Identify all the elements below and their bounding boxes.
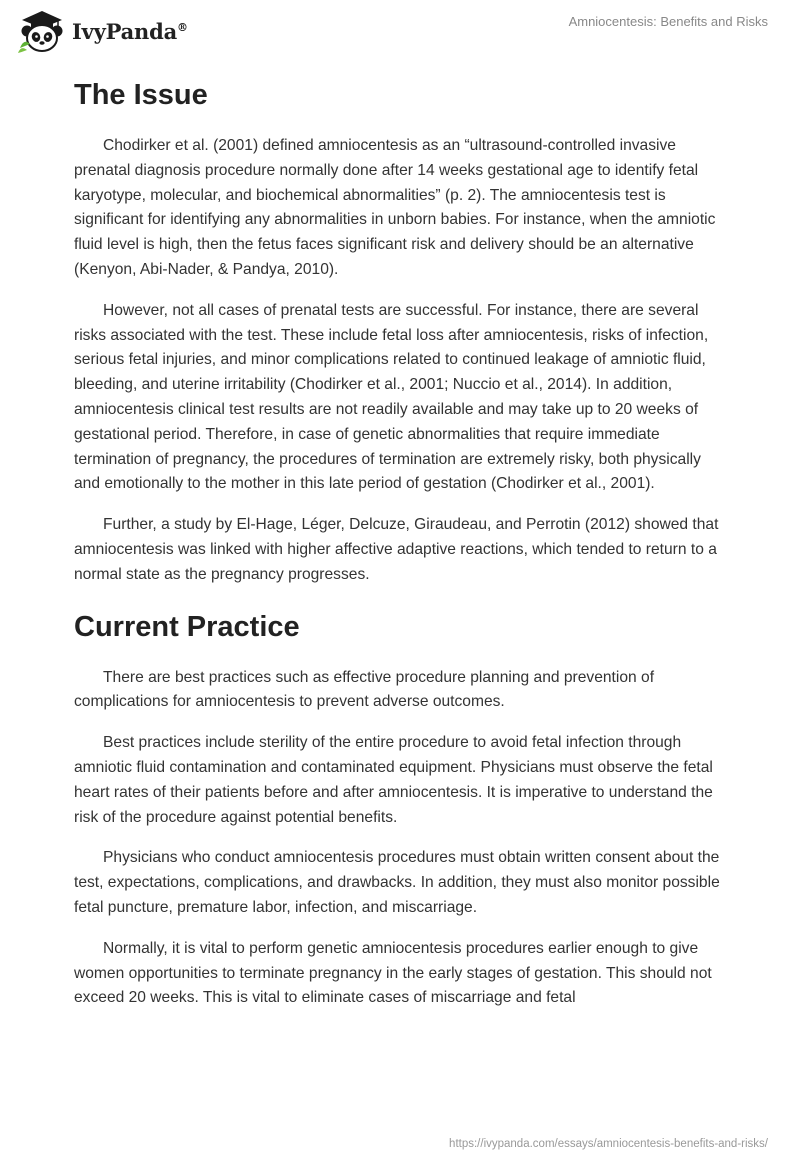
source-url[interactable]: https://ivypanda.com/essays/amniocentesis-benefits-and-risks/ <box>449 1138 768 1150</box>
paragraph: However, not all cases of prenatal tests are successful. For instance, there are several risks associated with the test. These include fetal loss after amniocentesis, risks of infection, serious fetal injuries, and minor complications related to continued leakage of amniotic fluid, bleeding, and uterine irritability (Chodirker et al., 2001; Nuccio et al., 2014). In addition, amniocentesis clinical test results are not readily available and may take up to 20 weeks of gestational period. Therefore, in case of genetic abnormalities that require immediate termination of pregnancy, the procedures of termination are extremely risky, both physically and emotionally to the mother in this late period of gestation (Chodirker et al., 2001). <box>74 301 709 493</box>
paragraph: Further, a study by El-Hage, Léger, Delcuze, Giraudeau, and Perrotin (2012) showed that amniocentesis was linked with higher affective adaptive reactions, which tended to return to a normal state as the pregnancy progresses. <box>74 516 719 583</box>
section-heading: Current Practice <box>74 610 300 643</box>
section-current-practice <box>74 606 726 1012</box>
article-body <box>74 70 726 1027</box>
paragraph: Physicians who conduct amniocentesis procedures must obtain written consent about the test, expectations, complications, and drawbacks. In addition, they must also monitor possible fetal puncture, premature labor, infection, and miscarriage. <box>74 849 720 916</box>
paragraph: There are best practices such as effective procedure planning and prevention of complications for amniocentesis to prevent adverse outcomes. <box>74 668 655 711</box>
brand-name: IvyPanda® <box>72 18 188 44</box>
panda-graduate-icon <box>16 8 68 54</box>
page-header <box>0 0 800 62</box>
paragraph: Best practices include sterility of the entire procedure to avoid fetal infection through amniotic fluid contamination and contaminated equipment. Physicians must observe the fetal heart rates of their patients before and after amniocentesis. It is imperative to understand the risk of the procedure against potential benefits. <box>74 734 713 826</box>
section-heading: The Issue <box>74 79 208 111</box>
ivypanda-logo[interactable] <box>16 8 188 54</box>
paragraph: Normally, it is vital to perform genetic amniocentesis procedures earlier enough to give women opportunities to terminate pregnancy in the early stages of gestation. This should not exceed 20 weeks. This is vital to eliminate cases of miscarriage and fetal <box>74 939 712 1007</box>
document-title: Amniocentesis: Benefits and Risks <box>568 14 768 29</box>
section-the-issue <box>74 74 726 588</box>
paragraph: Chodirker et al. (2001) defined amniocentesis as an “ultrasound-controlled invasive prenatal diagnosis procedure normally done after 14 weeks gestational age to identify fetal karyotype, molecular, and biochemical abnormalities” (p. 2). The amniocentesis test is significant for identifying any abnormalities in unborn babies. For instance, when the amniotic fluid level is high, then the fetus faces significant risk and delivery should be an alternative (Kenyon, Abi-Nader, & Pandya, 2010). <box>74 137 716 278</box>
